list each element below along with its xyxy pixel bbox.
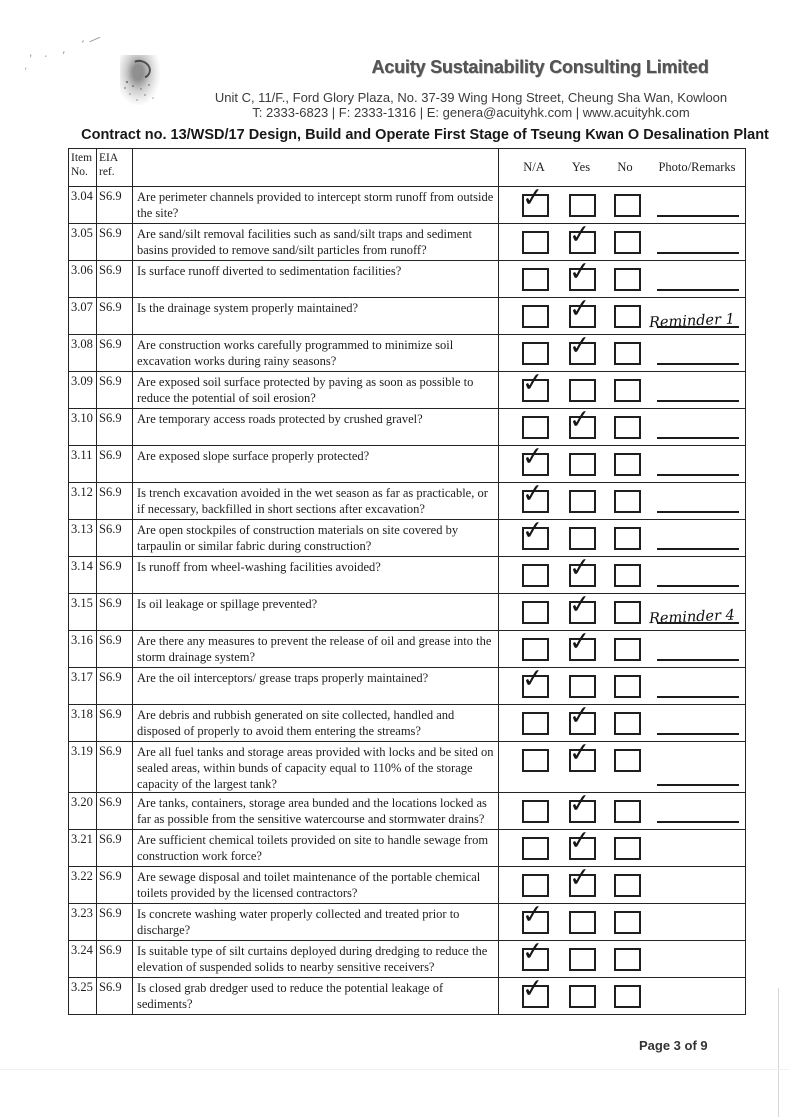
eia-ref: S6.9 bbox=[99, 300, 122, 314]
question-text: Are there any measures to prevent the release of oil and grease into the storm drainage system? bbox=[137, 634, 492, 664]
na-checkbox[interactable] bbox=[522, 564, 549, 587]
check-icon: ✓ bbox=[567, 552, 593, 584]
remark-handwriting: Reminder 4 bbox=[648, 607, 736, 628]
question-text: Are exposed slope surface properly protected? bbox=[137, 449, 370, 463]
na-checkbox[interactable] bbox=[520, 478, 549, 513]
pencil-scribble: ˏ bbox=[17, 57, 29, 72]
check-icon: ✓ bbox=[520, 182, 546, 214]
no-checkbox[interactable] bbox=[614, 342, 641, 365]
question-text: Are open stockpiles of construction materials on site covered by tarpaulin or similar fabric during construction? bbox=[137, 523, 459, 553]
check-icon: ✓ bbox=[520, 663, 546, 695]
check-icon: ✓ bbox=[567, 862, 593, 894]
eia-ref: S6.9 bbox=[99, 374, 122, 388]
yes-checkbox[interactable] bbox=[567, 825, 596, 860]
item-number: 3.21 bbox=[71, 832, 93, 846]
check-icon: ✓ bbox=[567, 404, 593, 436]
na-checkbox[interactable] bbox=[520, 936, 549, 971]
no-checkbox[interactable] bbox=[614, 379, 641, 402]
check-icon: ✓ bbox=[567, 589, 593, 621]
table-row bbox=[69, 830, 746, 867]
yes-checkbox[interactable] bbox=[567, 256, 596, 291]
item-number: 3.24 bbox=[71, 943, 93, 957]
check-icon: ✓ bbox=[520, 367, 546, 399]
table-row bbox=[69, 941, 746, 978]
pencil-scribble: · bbox=[42, 49, 49, 64]
check-icon: ✓ bbox=[520, 899, 546, 931]
yes-checkbox[interactable] bbox=[567, 219, 596, 254]
remark-line bbox=[657, 548, 739, 550]
item-number: 3.18 bbox=[71, 707, 93, 721]
remark-line bbox=[657, 622, 739, 624]
remark-handwriting bbox=[649, 896, 749, 900]
item-number: 3.14 bbox=[71, 559, 93, 573]
eia-ref: S6.9 bbox=[99, 670, 122, 684]
remark-line bbox=[657, 326, 739, 328]
no-checkbox[interactable] bbox=[614, 749, 641, 772]
col-header-yes: Yes bbox=[571, 160, 591, 174]
yes-checkbox[interactable] bbox=[567, 589, 596, 624]
question-text: Are sufficient chemical toilets provided on site to handle sewage from construction work force? bbox=[137, 833, 489, 863]
company-address: Unit C, 11/F., Ford Glory Plaza, No. 37-39 Wing Hong Street, Cheung Sha Wan, Kowloon bbox=[214, 90, 728, 105]
table-row bbox=[69, 520, 746, 557]
table-row bbox=[69, 372, 746, 409]
remark-line bbox=[657, 252, 739, 254]
na-checkbox[interactable] bbox=[522, 638, 549, 661]
no-checkbox[interactable] bbox=[614, 985, 641, 1008]
question-text: Are temporary access roads protected by crushed gravel? bbox=[137, 412, 423, 426]
no-checkbox[interactable] bbox=[614, 675, 641, 698]
question-text: Is suitable type of silt curtains deployed during dredging to reduce the elevation of suspended solids to nearby sensitive receivers? bbox=[137, 944, 488, 974]
no-checkbox[interactable] bbox=[614, 948, 641, 971]
eia-ref: S6.9 bbox=[99, 189, 122, 203]
check-icon: ✓ bbox=[567, 626, 593, 658]
col-header-eia-ref: EIA ref. bbox=[97, 149, 133, 187]
na-checkbox[interactable] bbox=[520, 973, 549, 1008]
scan-edge-artifact bbox=[778, 988, 779, 1117]
item-number: 3.09 bbox=[71, 374, 93, 388]
col-header-checks bbox=[499, 149, 746, 187]
check-icon: ✓ bbox=[520, 478, 546, 510]
no-checkbox[interactable] bbox=[614, 527, 641, 550]
eia-ref: S6.9 bbox=[99, 411, 122, 425]
remark-line bbox=[657, 784, 739, 786]
eia-ref: S6.9 bbox=[99, 559, 122, 573]
yes-checkbox[interactable] bbox=[569, 379, 596, 402]
no-checkbox[interactable] bbox=[614, 874, 641, 897]
table-row bbox=[69, 705, 746, 742]
remark-line bbox=[657, 511, 739, 513]
table-row bbox=[69, 298, 746, 335]
no-checkbox[interactable] bbox=[614, 564, 641, 587]
na-checkbox[interactable] bbox=[522, 305, 549, 328]
yes-checkbox[interactable] bbox=[567, 626, 596, 661]
item-number: 3.08 bbox=[71, 337, 93, 351]
eia-ref: S6.9 bbox=[99, 448, 122, 462]
page-number: Page 3 of 9 bbox=[639, 1038, 708, 1053]
item-number: 3.05 bbox=[71, 226, 93, 240]
table-row bbox=[69, 631, 746, 668]
no-checkbox[interactable] bbox=[614, 416, 641, 439]
no-checkbox[interactable] bbox=[614, 837, 641, 860]
yes-checkbox[interactable] bbox=[567, 552, 596, 587]
check-icon: ✓ bbox=[520, 973, 546, 1005]
question-text: Is oil leakage or spillage prevented? bbox=[137, 597, 318, 611]
eia-ref: S6.9 bbox=[99, 943, 122, 957]
eia-ref: S6.9 bbox=[99, 869, 122, 883]
no-checkbox[interactable] bbox=[614, 638, 641, 661]
check-icon: ✓ bbox=[567, 256, 593, 288]
table-row bbox=[69, 409, 746, 446]
na-checkbox[interactable] bbox=[520, 663, 549, 698]
na-checkbox[interactable] bbox=[520, 367, 549, 402]
question-text: Is the drainage system properly maintained? bbox=[137, 301, 359, 315]
na-checkbox[interactable] bbox=[520, 441, 549, 476]
question-text: Are all fuel tanks and storage areas provided with locks and be sited on sealed areas, within bunds of capacity equal to 110% of the storage capacity of the largest tank? bbox=[137, 745, 494, 791]
yes-checkbox[interactable] bbox=[567, 737, 596, 772]
table-row bbox=[69, 224, 746, 261]
yes-checkbox[interactable] bbox=[569, 527, 596, 550]
remark-handwriting bbox=[649, 970, 749, 974]
na-checkbox[interactable] bbox=[522, 749, 549, 772]
question-text: Is closed grab dredger used to reduce the potential leakage of sediments? bbox=[137, 981, 444, 1011]
na-checkbox[interactable] bbox=[520, 899, 549, 934]
check-icon: ✓ bbox=[520, 936, 546, 968]
item-number: 3.07 bbox=[71, 300, 93, 314]
check-icon: ✓ bbox=[520, 515, 546, 547]
table-row bbox=[69, 446, 746, 483]
check-icon: ✓ bbox=[567, 737, 593, 769]
table-row bbox=[69, 483, 746, 520]
table-header-row bbox=[69, 149, 746, 187]
yes-checkbox[interactable] bbox=[567, 700, 596, 735]
remark-handwriting: Reminder 1 bbox=[648, 311, 736, 332]
table-row bbox=[69, 904, 746, 941]
remark-handwriting bbox=[649, 859, 749, 863]
pencil-scribble: ‚ bbox=[26, 45, 34, 60]
item-number: 3.12 bbox=[71, 485, 93, 499]
item-number: 3.20 bbox=[71, 795, 93, 809]
no-checkbox[interactable] bbox=[614, 305, 641, 328]
item-number: 3.04 bbox=[71, 189, 93, 203]
eia-ref: S6.9 bbox=[99, 485, 122, 499]
contract-title: Contract no. 13/WSD/17 Design, Build and Operate First Stage of Tseung Kwan O Desalination Plant bbox=[81, 127, 769, 143]
question-text: Are construction works carefully programmed to minimize soil excavation works during rainy seasons? bbox=[137, 338, 454, 368]
scan-edge-artifact bbox=[0, 1069, 789, 1070]
eia-ref: S6.9 bbox=[99, 795, 122, 809]
no-checkbox[interactable] bbox=[614, 194, 641, 217]
remark-handwriting bbox=[649, 1007, 749, 1011]
na-checkbox[interactable] bbox=[522, 800, 549, 823]
check-icon: ✓ bbox=[567, 700, 593, 732]
pencil-scribble: ’ bbox=[77, 37, 86, 52]
na-checkbox[interactable] bbox=[522, 601, 549, 624]
remark-handwriting bbox=[649, 933, 749, 937]
remark-line bbox=[657, 585, 739, 587]
yes-checkbox[interactable] bbox=[567, 788, 596, 823]
question-text: Are debris and rubbish generated on site collected, handled and disposed of properly to avoid them entering the streams? bbox=[137, 708, 455, 738]
check-icon: ✓ bbox=[567, 293, 593, 325]
check-icon: ✓ bbox=[520, 441, 546, 473]
na-checkbox[interactable] bbox=[522, 268, 549, 291]
item-number: 3.06 bbox=[71, 263, 93, 277]
company-contact: T: 2333-6823 | F: 2333-1316 | E: genera@acuityhk.com | www.acuityhk.com bbox=[252, 105, 690, 120]
remark-line bbox=[657, 474, 739, 476]
yes-checkbox[interactable] bbox=[569, 453, 596, 476]
eia-ref: S6.9 bbox=[99, 263, 122, 277]
yes-checkbox[interactable] bbox=[569, 490, 596, 513]
eia-ref: S6.9 bbox=[99, 906, 122, 920]
eia-ref: S6.9 bbox=[99, 832, 122, 846]
item-number: 3.19 bbox=[71, 744, 93, 758]
question-text: Are sand/silt removal facilities such as sand/silt traps and sediment basins provided to remove sand/silt particles from runoff? bbox=[137, 227, 472, 257]
remark-line bbox=[657, 363, 739, 365]
eia-ref: S6.9 bbox=[99, 522, 122, 536]
letterhead bbox=[131, 90, 789, 120]
na-checkbox[interactable] bbox=[520, 515, 549, 550]
yes-checkbox[interactable] bbox=[567, 293, 596, 328]
remark-line bbox=[657, 659, 739, 661]
col-header-na: N/A bbox=[523, 160, 545, 174]
na-checkbox[interactable] bbox=[522, 712, 549, 735]
eia-ref: S6.9 bbox=[99, 596, 122, 610]
table-row bbox=[69, 557, 746, 594]
remark-line bbox=[657, 437, 739, 439]
table-row bbox=[69, 594, 746, 631]
eia-ref: S6.9 bbox=[99, 980, 122, 994]
pencil-scribble: ⁄ bbox=[88, 33, 100, 48]
yes-checkbox[interactable] bbox=[569, 948, 596, 971]
remark-line bbox=[657, 289, 739, 291]
check-icon: ✓ bbox=[567, 825, 593, 857]
question-text: Is concrete washing water properly collected and treated prior to discharge? bbox=[137, 907, 460, 937]
yes-checkbox[interactable] bbox=[569, 911, 596, 934]
item-number: 3.25 bbox=[71, 980, 93, 994]
no-checkbox[interactable] bbox=[614, 911, 641, 934]
question-text: Are sewage disposal and toilet maintenance of the portable chemical toilets provided by the licensed contractors? bbox=[137, 870, 481, 900]
table-row bbox=[69, 742, 746, 793]
na-checkbox[interactable] bbox=[522, 342, 549, 365]
no-checkbox[interactable] bbox=[614, 453, 641, 476]
no-checkbox[interactable] bbox=[614, 601, 641, 624]
no-checkbox[interactable] bbox=[614, 268, 641, 291]
na-checkbox[interactable] bbox=[520, 182, 549, 217]
na-checkbox[interactable] bbox=[522, 837, 549, 860]
item-number: 3.15 bbox=[71, 596, 93, 610]
check-icon: ✓ bbox=[567, 219, 593, 251]
col-header-no: No bbox=[617, 160, 633, 174]
item-number: 3.23 bbox=[71, 906, 93, 920]
question-text: Are perimeter channels provided to intercept storm runoff from outside the site? bbox=[137, 190, 494, 220]
yes-checkbox[interactable] bbox=[567, 330, 596, 365]
table-row bbox=[69, 261, 746, 298]
no-checkbox[interactable] bbox=[614, 490, 641, 513]
eia-ref: S6.9 bbox=[99, 633, 122, 647]
col-header-photo-remarks: Photo/Remarks bbox=[658, 160, 736, 174]
item-number: 3.10 bbox=[71, 411, 93, 425]
yes-checkbox[interactable] bbox=[567, 862, 596, 897]
table-row bbox=[69, 978, 746, 1015]
table-row bbox=[69, 335, 746, 372]
pencil-scribble: , bbox=[62, 43, 66, 56]
item-number: 3.13 bbox=[71, 522, 93, 536]
table-row bbox=[69, 668, 746, 705]
yes-checkbox[interactable] bbox=[569, 985, 596, 1008]
check-icon: ✓ bbox=[567, 788, 593, 820]
na-checkbox[interactable] bbox=[522, 416, 549, 439]
remark-line bbox=[657, 696, 739, 698]
question-text: Is surface runoff diverted to sedimentation facilities? bbox=[137, 264, 402, 278]
question-text: Are tanks, containers, storage area bunded and the locations locked as far as possible from the sensitive watercourse and stormwater drains? bbox=[137, 796, 487, 826]
yes-checkbox[interactable] bbox=[567, 404, 596, 439]
table-row bbox=[69, 867, 746, 904]
yes-checkbox[interactable] bbox=[569, 675, 596, 698]
eia-ref: S6.9 bbox=[99, 744, 122, 758]
na-checkbox[interactable] bbox=[522, 874, 549, 897]
remark-line bbox=[657, 400, 739, 402]
check-icon: ✓ bbox=[567, 330, 593, 362]
no-checkbox[interactable] bbox=[614, 800, 641, 823]
table-row bbox=[69, 793, 746, 830]
item-number: 3.16 bbox=[71, 633, 93, 647]
item-number: 3.17 bbox=[71, 670, 93, 684]
na-checkbox[interactable] bbox=[522, 231, 549, 254]
checklist-body bbox=[69, 182, 746, 1015]
no-checkbox[interactable] bbox=[614, 231, 641, 254]
remark-line bbox=[657, 215, 739, 217]
company-name: Acuity Sustainability Consulting Limited bbox=[371, 57, 709, 77]
col-header-question bbox=[133, 149, 499, 187]
item-number: 3.22 bbox=[71, 869, 93, 883]
col-header-item-no: Item No. bbox=[69, 149, 97, 187]
question-text: Is runoff from wheel-washing facilities avoided? bbox=[137, 560, 381, 574]
table-row bbox=[69, 187, 746, 224]
question-text: Is trench excavation avoided in the wet season as far as practicable, or if necessary, backfilled in short sections after excavation? bbox=[137, 486, 488, 516]
item-number: 3.11 bbox=[71, 448, 93, 462]
checklist-table bbox=[68, 148, 746, 1015]
yes-checkbox[interactable] bbox=[569, 194, 596, 217]
eia-ref: S6.9 bbox=[99, 337, 122, 351]
eia-ref: S6.9 bbox=[99, 707, 122, 721]
remark-line bbox=[657, 733, 739, 735]
no-checkbox[interactable] bbox=[614, 712, 641, 735]
eia-ref: S6.9 bbox=[99, 226, 122, 240]
question-text: Are exposed soil surface protected by paving as soon as possible to reduce the potential of soil erosion? bbox=[137, 375, 474, 405]
remark-line bbox=[657, 821, 739, 823]
question-text: Are the oil interceptors/ grease traps properly maintained? bbox=[137, 671, 429, 685]
